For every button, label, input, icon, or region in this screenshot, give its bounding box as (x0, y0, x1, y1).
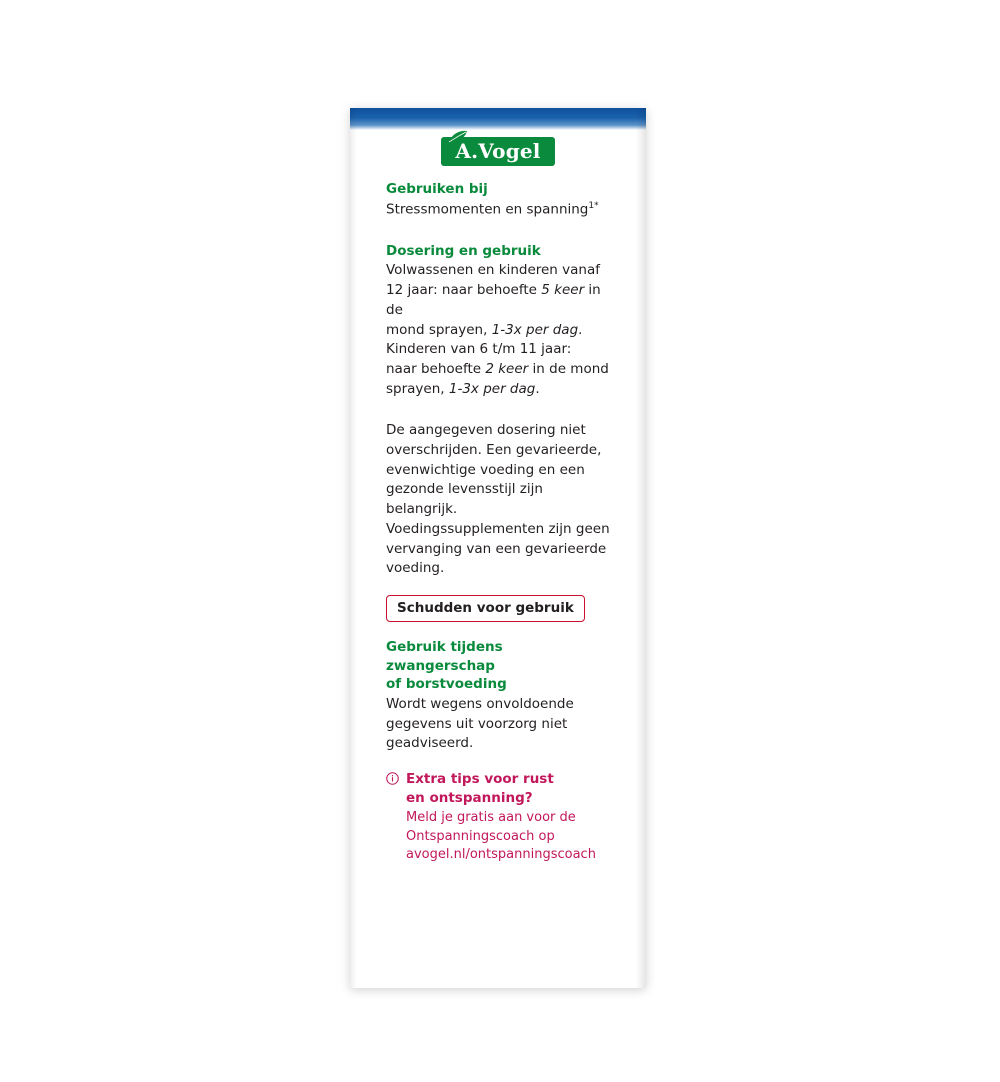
dosage-line-6a: sprayen, (386, 380, 449, 397)
dosage-line-2b: in de (386, 282, 601, 318)
info-circle-icon (386, 772, 399, 785)
avogel-logo (441, 137, 554, 166)
spacer (386, 754, 614, 770)
pregnancy-heading-line-1: Gebruik tijdens zwangerschap (386, 639, 503, 674)
extra-tips-body-line-1: Meld je gratis aan voor de (406, 810, 576, 826)
notice-text: De aangegeven dosering niet overschrijden. Een gevarieerde, evenwichtige voeding en een gezonde levensstijl zijn belangrijk. Voedingssupplementen zijn geen vervanging van een gevarieerde voeding. (386, 422, 610, 577)
dosage-line-2-emphasis: 5 keer (541, 282, 585, 299)
section-dosage (386, 242, 614, 400)
dosage-line-3b: . (578, 321, 583, 338)
pregnancy-text: Wordt wegens onvoldoende gegevens uit voorzorg niet geadviseerd. (386, 696, 574, 752)
dosage-line-6-emphasis: 1-3x per dag (448, 380, 536, 397)
package-text-content (386, 180, 614, 864)
pregnancy-heading-line-2: of borstvoeding (386, 676, 507, 693)
dosage-line-5-emphasis: 2 keer (485, 360, 529, 377)
extra-tips-body (406, 809, 614, 864)
spacer (386, 220, 614, 242)
dosage-line-5b: in de mond (528, 360, 609, 377)
extra-tips-body-line-2: Ontspanningscoach op (406, 828, 555, 844)
extra-tips-url: avogel.nl/ontspanningscoach (406, 846, 596, 862)
extra-tips-title-line-1: Extra tips voor rust (406, 771, 554, 788)
dosage-line-2a: 12 jaar: naar behoefte (386, 282, 542, 299)
use-for-text (386, 200, 614, 220)
product-package-side-panel (350, 108, 646, 988)
package-top-blue-band (350, 108, 646, 130)
dosage-text (386, 261, 614, 399)
section-notice (386, 421, 614, 579)
extra-tips-title-line-2: en ontspanning? (406, 789, 533, 806)
dosage-heading: Dosering en gebruik (386, 242, 541, 259)
section-extra-tips (386, 770, 614, 864)
dosage-line-4: Kinderen van 6 t/m 11 jaar: (386, 341, 572, 358)
dosage-line-6b: . (535, 380, 540, 397)
section-pregnancy (386, 638, 614, 754)
use-for-heading: Gebruiken bij (386, 181, 488, 197)
shake-before-use-badge: Schudden voor gebruik (386, 595, 585, 622)
dosage-line-3a: mond sprayen, (386, 321, 492, 338)
section-shake (386, 595, 614, 622)
dosage-line-5a: naar behoefte (386, 360, 486, 377)
use-for-text-value: Stressmomenten en spanning (386, 201, 589, 218)
avogel-logo-text: A.Vogel (455, 138, 541, 163)
spacer (386, 579, 614, 595)
section-use-for (386, 180, 614, 220)
spacer (386, 622, 614, 638)
extra-tips-title (406, 770, 614, 807)
spacer (386, 399, 614, 421)
dosage-line-1: Volwassenen en kinderen vanaf (386, 262, 600, 279)
dosage-line-3-emphasis: 1-3x per dag (491, 321, 579, 338)
leaf-icon (448, 130, 468, 144)
use-for-footnote-marker: 1* (588, 200, 599, 211)
brand-logo-area (350, 130, 646, 172)
pregnancy-heading (386, 638, 614, 694)
